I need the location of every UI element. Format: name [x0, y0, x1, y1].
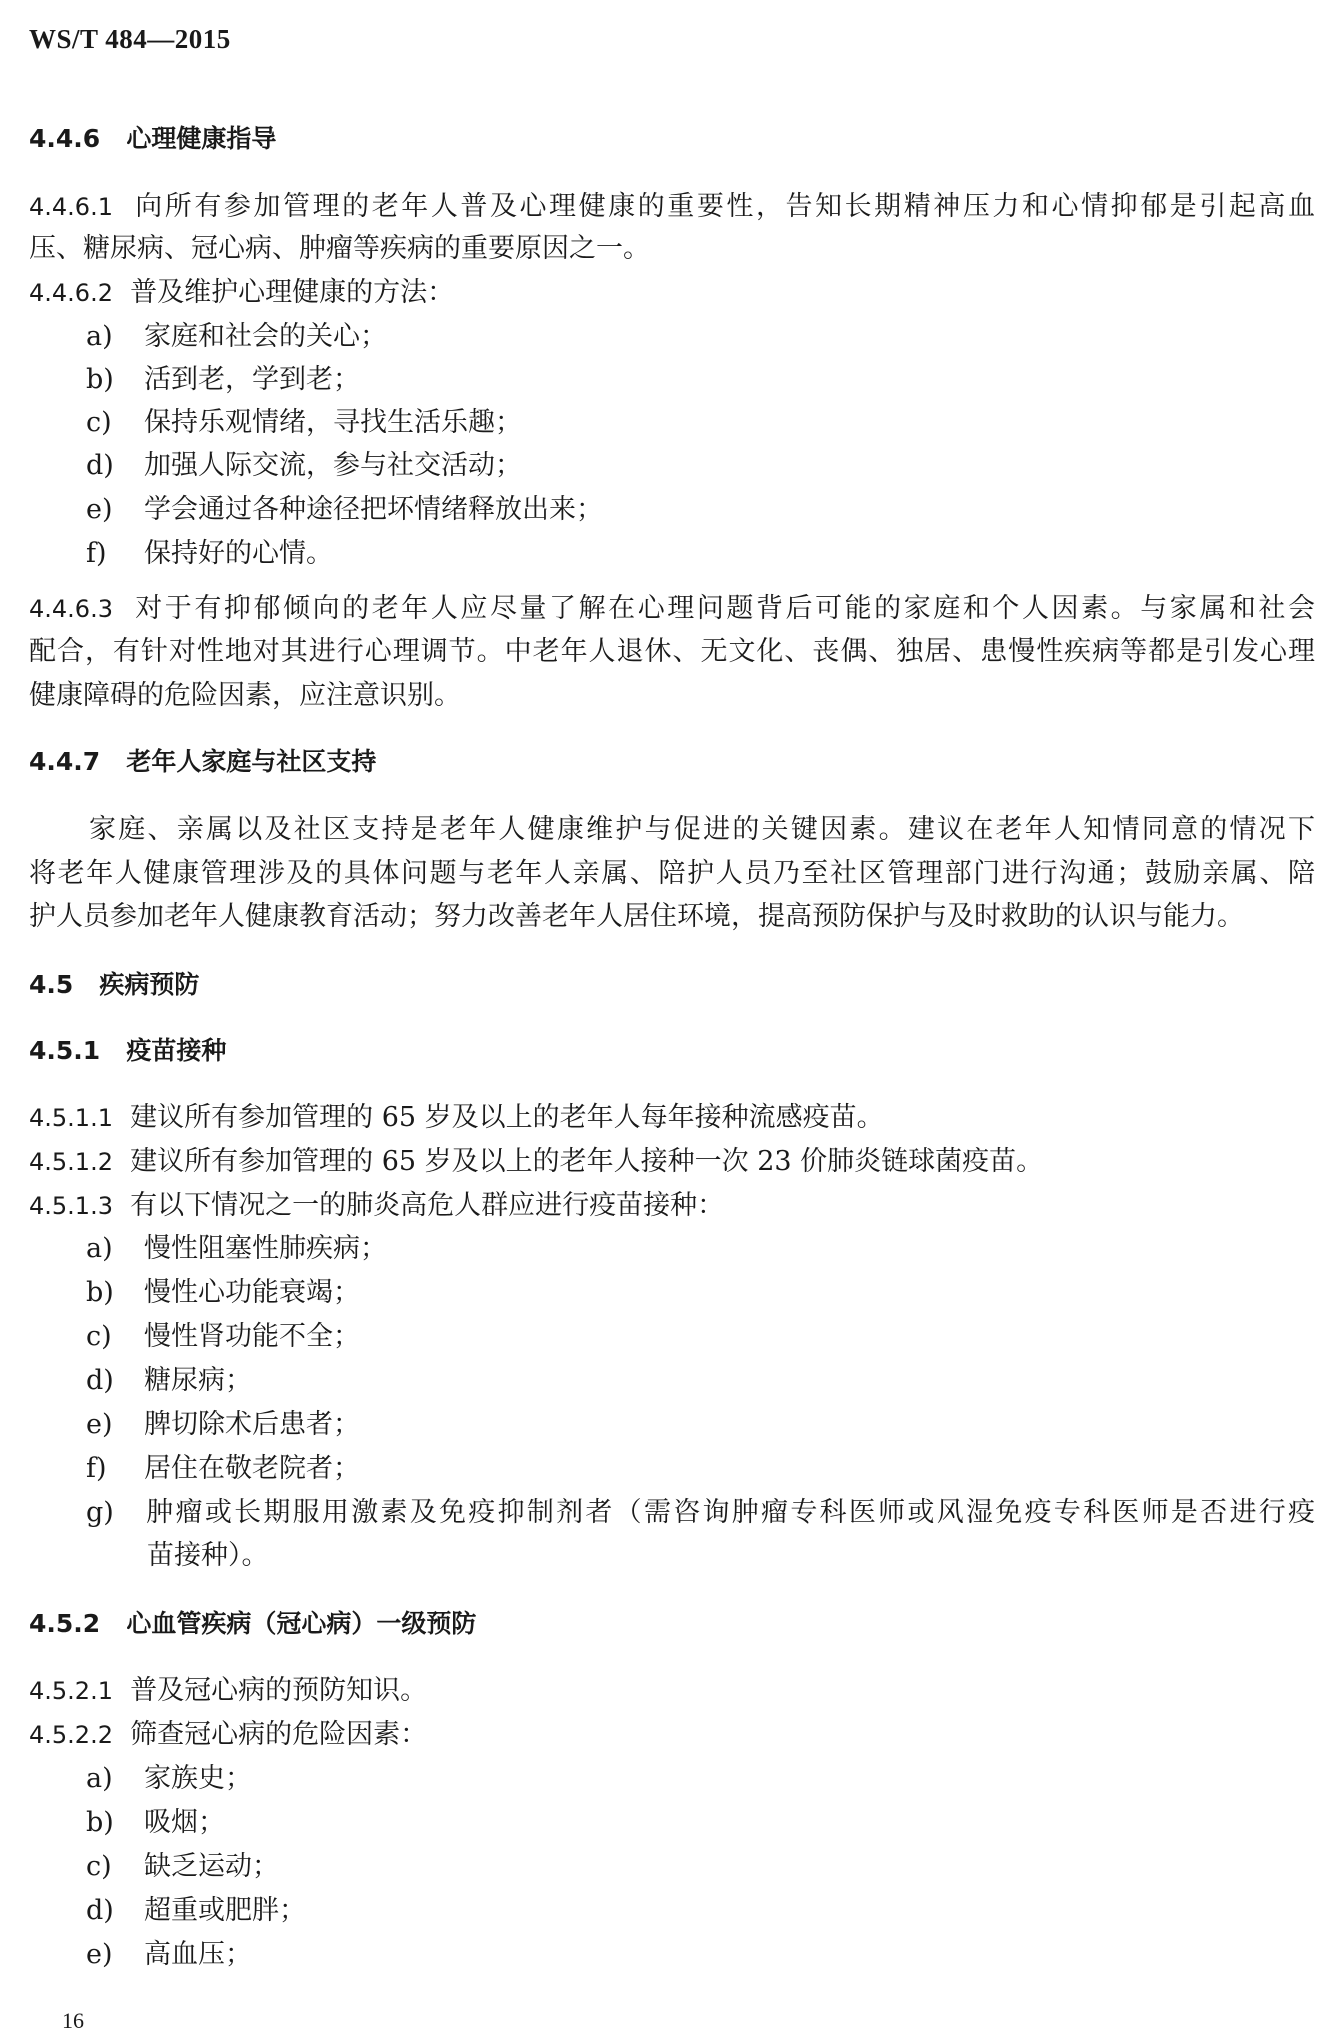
paragraph-4-4-6-2 — [29, 276, 454, 310]
list-item — [86, 1276, 360, 1310]
list-item — [86, 1232, 387, 1266]
list-item — [86, 1408, 360, 1442]
clause-text: 筛查冠心病的危险因素： — [130, 1719, 428, 1750]
clause-text: 普及维护心理健康的方法： — [130, 277, 455, 308]
list-label: e) — [86, 1939, 113, 1970]
clause-number: 4.5.1.3 — [29, 1192, 113, 1220]
section-title: 心理健康指导 — [126, 124, 277, 153]
section-title: 疾病预防 — [99, 970, 200, 999]
section-number: 4.4.6 — [29, 124, 101, 153]
list-label: g) — [86, 1497, 114, 1528]
clause-text: 向所有参加管理的老年人普及心理健康的重要性，告知长期精神压力和心情抑郁是引起高血 — [135, 191, 1315, 222]
list-label: d) — [86, 450, 114, 481]
list-label: c) — [86, 1851, 112, 1882]
paragraph-4-5-2-2 — [29, 1718, 427, 1752]
clause-text: 对于有抑郁倾向的老年人应尽量了解在心理问题背后可能的家庭和个人因素。与家属和社会 — [135, 593, 1315, 624]
list-text: 学会通过各种途径把坏情绪释放出来； — [144, 494, 603, 525]
clause-number: 4.5.2.1 — [29, 1677, 113, 1705]
clause-number: 4.5.1.2 — [29, 1148, 113, 1176]
list-item — [86, 1496, 1315, 1530]
list-text: 吸烟； — [144, 1807, 225, 1838]
clause-number: 4.4.6.1 — [29, 193, 113, 221]
section-title: 老年人家庭与社区支持 — [126, 747, 377, 776]
section-title: 心血管疾病（冠心病）一级预防 — [126, 1609, 477, 1638]
list-text: 慢性肾功能不全； — [144, 1321, 360, 1352]
clause-text: 有以下情况之一的肺炎高危人群应进行疫苗接种： — [130, 1190, 725, 1221]
list-label: a) — [86, 1763, 113, 1794]
list-label: d) — [86, 1365, 114, 1396]
list-item — [86, 1320, 360, 1354]
list-item — [86, 1806, 225, 1840]
list-label: e) — [86, 1409, 113, 1440]
section-number: 4.5 — [29, 970, 74, 999]
list-text: 活到老，学到老； — [144, 364, 360, 395]
section-number: 4.4.7 — [29, 747, 101, 776]
paragraph-4-5-2-1 — [29, 1674, 427, 1708]
clause-text: 普及冠心病的预防知识。 — [130, 1675, 428, 1706]
list-text: 缺乏运动； — [144, 1851, 279, 1882]
paragraph-4-5-1-2 — [29, 1145, 1043, 1179]
section-heading-4-5-1 — [29, 1034, 226, 1068]
clause-number: 4.5.1.1 — [29, 1104, 113, 1132]
list-item-continuation: 苗接种）。 — [147, 1540, 269, 1571]
paragraph-4-4-6-3-line2: 配合，有针对性地对其进行心理调节。中老年人退休、无文化、丧偶、独居、患慢性疾病等都是引发心理 — [29, 636, 1315, 667]
list-text: 糖尿病； — [144, 1365, 252, 1396]
list-text: 保持乐观情绪，寻找生活乐趣； — [144, 407, 522, 438]
paragraph-4-4-7-line2: 将老年人健康管理涉及的具体问题与老年人亲属、陪护人员乃至社区管理部门进行沟通；鼓励亲属、陪 — [29, 858, 1315, 889]
page-number: 16 — [62, 2008, 84, 2033]
list-item — [86, 1452, 360, 1486]
list-item — [86, 1938, 252, 1972]
list-text: 加强人际交流，参与社交活动； — [144, 450, 522, 481]
paragraph-4-4-6-1-line2: 压、糖尿病、冠心病、肿瘤等疾病的重要原因之一。 — [29, 233, 650, 264]
list-item — [86, 363, 360, 397]
list-label: b) — [86, 1807, 114, 1838]
list-label: f) — [86, 1453, 107, 1484]
list-text: 慢性心功能衰竭； — [144, 1277, 360, 1308]
paragraph-4-4-6-3-line3: 健康障碍的危险因素，应注意识别。 — [29, 680, 461, 711]
paragraph-4-4-6-1-line1 — [29, 190, 1315, 224]
list-item — [86, 1762, 252, 1796]
clause-text: 建议所有参加管理的 65 岁及以上的老年人接种一次 23 价肺炎链球菌疫苗。 — [130, 1146, 1044, 1177]
list-item — [86, 1850, 279, 1884]
list-text: 慢性阻塞性肺疾病； — [144, 1233, 387, 1264]
clause-number: 4.5.2.2 — [29, 1721, 113, 1749]
paragraph-4-4-7-line1: 家庭、亲属以及社区支持是老年人健康维护与促进的关键因素。建议在老年人知情同意的情况下 — [89, 814, 1315, 845]
list-text: 高血压； — [144, 1939, 252, 1970]
list-item — [86, 493, 603, 527]
clause-text: 建议所有参加管理的 65 岁及以上的老年人每年接种流感疫苗。 — [130, 1102, 884, 1133]
section-heading-4-4-6 — [29, 122, 276, 156]
section-heading-4-5 — [29, 968, 199, 1002]
list-label: b) — [86, 1277, 114, 1308]
list-label: a) — [86, 1233, 113, 1264]
paragraph-4-5-1-1 — [29, 1101, 884, 1135]
list-item — [86, 1364, 252, 1398]
list-item — [86, 449, 522, 483]
paragraph-4-4-7-line3: 护人员参加老年人健康教育活动；努力改善老年人居住环境，提高预防保护与及时救助的认识与能力。 — [29, 901, 1244, 932]
list-label: d) — [86, 1895, 114, 1926]
list-label: b) — [86, 364, 114, 395]
list-label: a) — [86, 321, 113, 352]
list-label: e) — [86, 494, 113, 525]
section-number: 4.5.2 — [29, 1609, 101, 1638]
paragraph-4-5-1-3 — [29, 1189, 724, 1223]
paragraph-4-4-6-3-line1 — [29, 592, 1315, 626]
clause-number: 4.4.6.3 — [29, 595, 113, 623]
list-label: f) — [86, 538, 107, 569]
list-text: 脾切除术后患者； — [144, 1409, 360, 1440]
standard-code: WS/T 484—2015 — [29, 24, 231, 54]
list-item — [86, 320, 387, 354]
list-text: 超重或肥胖； — [144, 1895, 306, 1926]
list-item — [86, 1894, 306, 1928]
clause-number: 4.4.6.2 — [29, 279, 113, 307]
list-text: 肿瘤或长期服用激素及免疫抑制剂者（需咨询肿瘤专科医师或风湿免疫专科医师是否进行疫 — [144, 1497, 1315, 1528]
list-label: c) — [86, 407, 112, 438]
section-heading-4-5-2 — [29, 1607, 476, 1641]
section-title: 疫苗接种 — [126, 1036, 227, 1065]
section-number: 4.5.1 — [29, 1036, 101, 1065]
list-item — [86, 537, 333, 571]
list-text: 保持好的心情。 — [144, 538, 333, 569]
list-item — [86, 406, 522, 440]
list-label: c) — [86, 1321, 112, 1352]
section-heading-4-4-7 — [29, 745, 376, 779]
list-text: 家庭和社会的关心； — [144, 321, 387, 352]
list-text: 家族史； — [144, 1763, 252, 1794]
list-text: 居住在敬老院者； — [144, 1453, 360, 1484]
